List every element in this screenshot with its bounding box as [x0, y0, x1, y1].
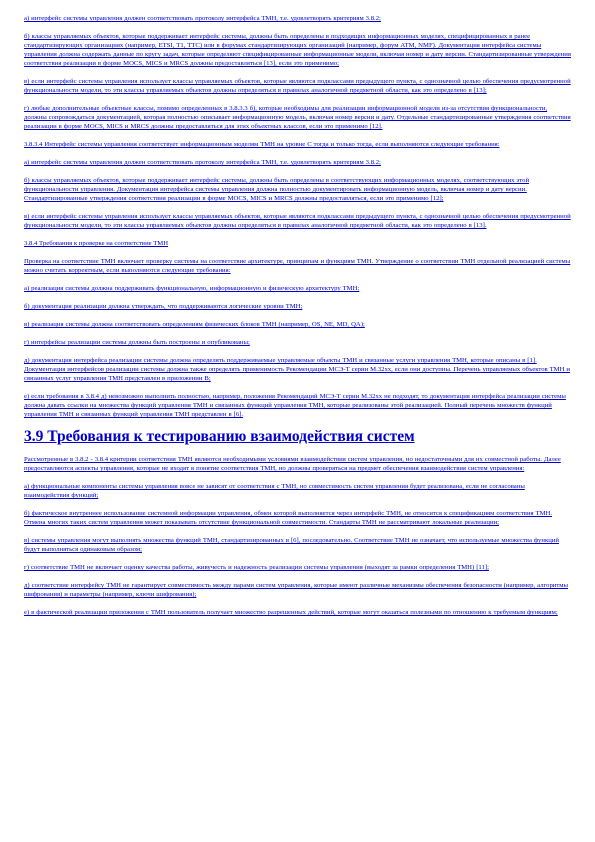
paragraph-middle-4[interactable]: в) реализация системы должна соответствовать определениям физических блоков ТМН (например, OS, NE, MD, QA); [24, 321, 365, 328]
section-subheading[interactable]: 3.8.4 Требования к проверке на соответствие ТМН [24, 240, 169, 247]
paragraph-middle-7[interactable]: е) если требования в 3.8.4 д) невозможно выполнить полностью, например, положения Рекомендаций МСЭ-Т серии M.32хх не подходят, то документация интерфейса реализации системы должна давать ссылки на множества функций управления ТМН и связанных функций управления ТМН, которые реализованы этой реализацией. Полный перечень множеств функций управления ТМН и связанных функций управления ТМН представлен в [6]. [24, 393, 566, 418]
section-heading[interactable]: 3.9 Требования к тестированию взаимодействия систем [24, 428, 415, 445]
paragraph-top-2[interactable]: б) классы управляемых объектов, которые поддерживает интерфейс системы, должны быть определены в подходящих информационных моделях, специфицированных в ранее стандартизирующих организациях (например, ETSI, T1, TTC) или в форумах стандартизирующих организаций (например, форум ATM, NMF). Документация интерфейса системы управления должна содержать данные по кругу задач, которые определяют специфицированные информационные модели, включая номер и дату версии. Стандартизированные утверждения соответствия реализации в форме MOCS, MICS и MRCS должны предоставляться [13], если это применимо; [24, 33, 571, 67]
paragraph-middle-3[interactable]: б) документация реализации должна утверждать, что поддерживаются логические уровни ТМН; [24, 303, 303, 310]
paragraph-bottom-5[interactable]: г) соответствие ТМН не включает оценку качества работы, живучесть и надежность реализации системы управления (выходят за рамки определения ТМН) [11]; [24, 564, 489, 571]
paragraph-top-3[interactable]: в) если интерфейс системы управления использует классы управляемых объектов, которые являются подклассами предыдущего пункта, с однозначной целью обеспечения предусмотренной функциональности модели, то эти классы управляемых объектов должны определяться в правилах аналогичной предметной области, как это определено в [13]; [24, 78, 571, 94]
paragraph-middle-1[interactable]: Проверка на соответствие ТМН включает проверку системы на соответствие архитектуре, принципам и функциям ТМН. Утверждение о соответствии ТМН отдельной реализацией системы можно считать корректным, если выполняются следующие требования: [24, 258, 571, 274]
paragraph-top-7[interactable]: б) классы управляемых объектов, которые поддерживает интерфейс системы, должны быть определены в соответствующих информационных моделях, соответствующих этой функциональности управления. Документация интерфейса системы управления должна полностью документировать информационную модель, включая номер и дату версии. Стандартизированные утверждения соответствия реализации в форме MOCS, MICS и MRCS должны предоставляться, если это применимо [12]; [24, 177, 530, 202]
paragraph-top-8[interactable]: в) если интерфейс системы управления использует классы управляемых объектов, которые являются подклассами предыдущего пункта, с однозначной целью обеспечения предусмотренной функциональности модели, то эти классы управляемых объектов должны определяться в правилах аналогичной предметной области, как это определено в [13]. [24, 213, 571, 229]
paragraph-top-5[interactable]: 3.8.3.4 Интерфейс системы управления соответствует информационным моделям ТМН на уровне С тогда и только тогда, если выполняются следующие требования: [24, 141, 500, 148]
paragraph-bottom-2[interactable]: а) функциональные компоненты системы управления вовсе не зависят от соответствия с ТМН, но совместимость систем управления будет реализована, если не согласованы взаимодействия функций; [24, 483, 525, 499]
paragraph-bottom-4[interactable]: в) системы управления могут выполнять множества функций ТМН, стандартизированных в [6], последовательно. Соответствие ТМН не означает, что используемые множества функций будут выполняться одинаковым образом; [24, 537, 559, 553]
paragraph-middle-2[interactable]: а) реализация системы должна поддерживать функциональную, информационную и физическую архитектуру ТМН; [24, 285, 360, 292]
paragraph-bottom-6[interactable]: д) соответствие интерфейсу ТМН не гарантирует совместимость между парами систем управления, которые имеют различные механизмы обеспечения безопасности (например, алгоритмы шифрования) и параметры (например, ключи шифрования); [24, 582, 569, 598]
paragraph-bottom-1[interactable]: Рассмотренные в 3.8.2 - 3.8.4 критерии соответствия ТМН являются необходимыми условиями взаимодействия систем управления, но недостаточными для их совместной работы. Далее предоставляются аспекты управления, которые не входят в понятие соответствия ТМН, но должны проверяться на предмет обеспечения взаимодействия систем управления: [24, 456, 561, 472]
paragraph-bottom-3[interactable]: б) фактическое внутреннее использование системной информации управления, обмен которой выполняется через интерфейс ТМН, не относится к спецификациям соответствия ТМН. Отмена многих таких систем управления может показывать отсутствие функциональной совместимости. Стандарты ТМН не рассматривают локальные реализации; [24, 510, 553, 526]
paragraph-bottom-7[interactable]: е) в фактической реализации приложения с ТМН пользователь получает множество разрешенных действий, которые могут оказаться полезными по отношению к требуемым функциям; [24, 609, 558, 616]
paragraph-middle-5[interactable]: г) интерфейсы реализации системы должны быть построены и опубликованы; [24, 339, 250, 346]
paragraph-top-6[interactable]: а) интерфейс системы управления должен соответствовать протоколу интерфейса ТМН, т.е. удовлетворять критериям 3.8.2; [24, 159, 381, 166]
paragraph-top-1[interactable]: а) интерфейс системы управления должен соответствовать протоколу интерфейса ТМН, т.е. удовлетворять критериям 3.8.2; [24, 15, 381, 22]
paragraph-middle-6[interactable]: д) документация интерфейса реализации системы должна определять поддерживаемые управляемые объекты ТМН и связанные услуги управления ТМН, которые описаны в [1]. Документация интерфейсов реализации системы должна также определять применимость Рекомендации МСЭ-Т серии M.32хх, если они доступны. Перечень управляемых объектов ТМН и связанных услуг управления ТМН представлен в приложении В; [24, 357, 570, 382]
paragraph-top-4[interactable]: г) любые дополнительные объектные классы, помимо определенных в 3.8.3.3 б), которые необходимы для реализации информационной модели из-за отсутствия функциональности, должны сопровождаться документацией, которая полностью описывает информационную модель, включая номер версии и дату. Отдельные стандартизированные утверждения соответствия реализации в форме MOCS, MICS и MRCS должны предоставляться для этих объектных классов, если это применимо [12]. [24, 105, 571, 130]
